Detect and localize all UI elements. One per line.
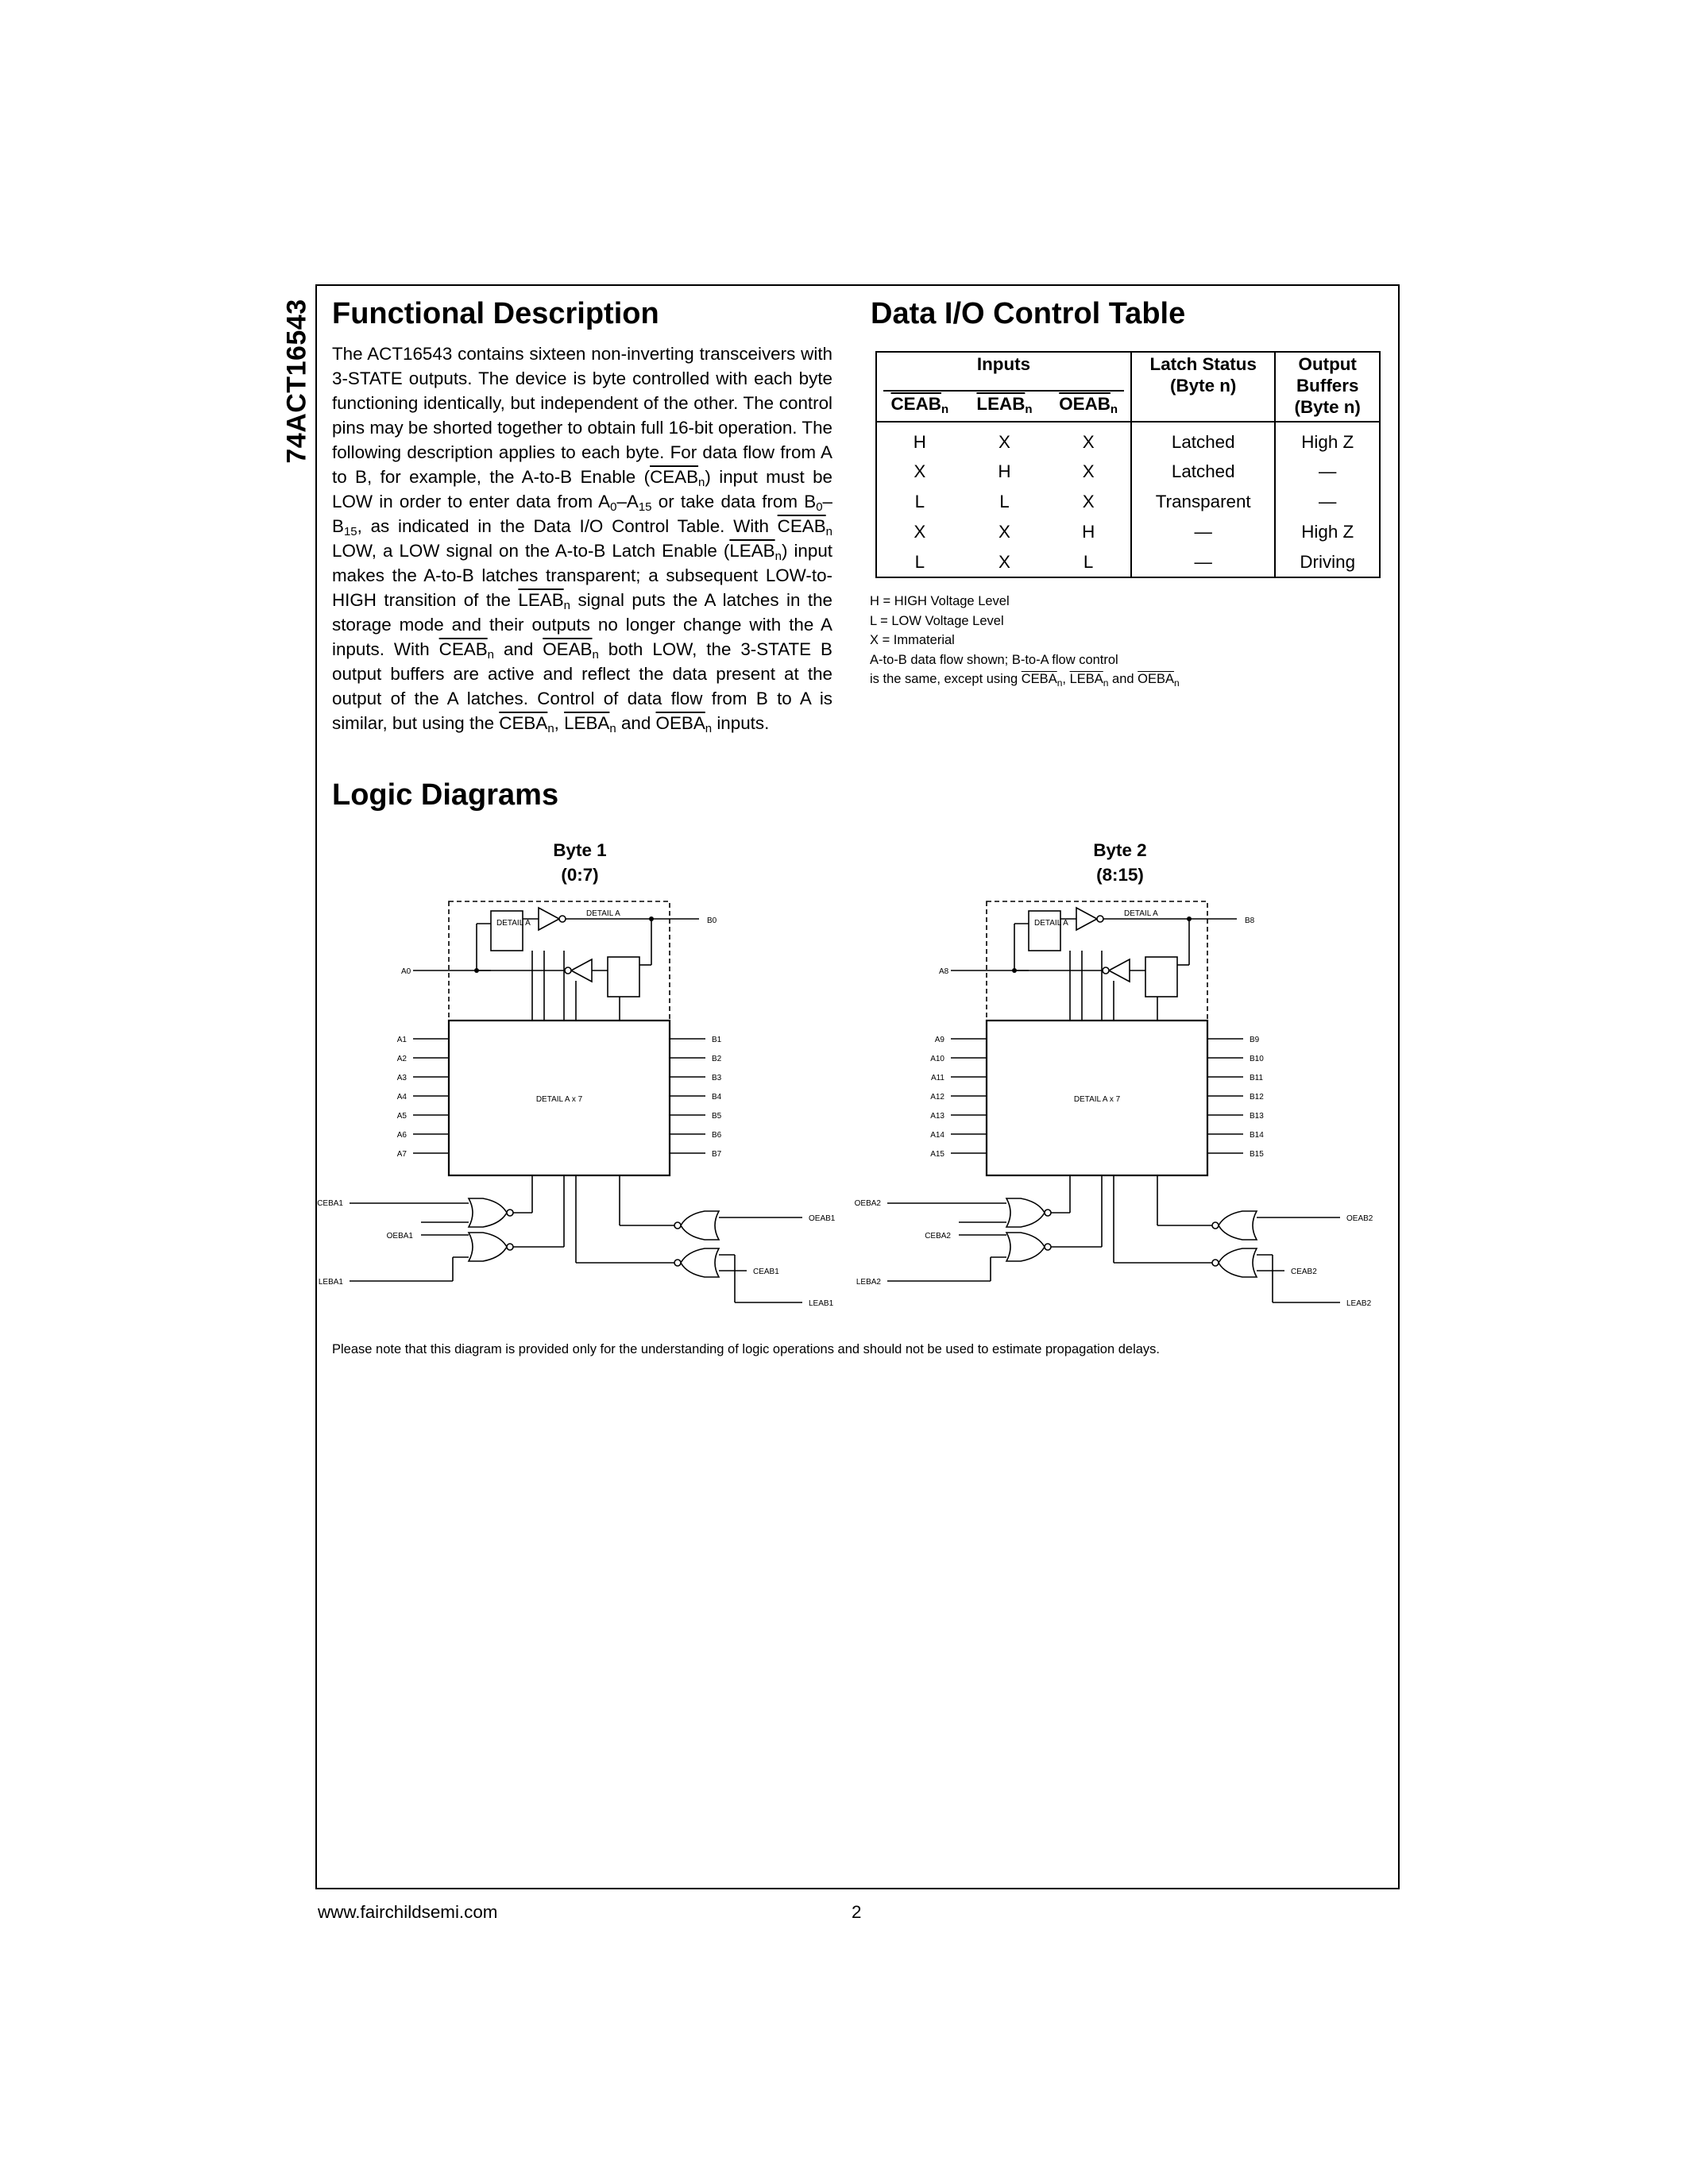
ctrl-right-2: LEAB1 bbox=[809, 1299, 834, 1308]
table-cell: X bbox=[876, 517, 963, 547]
latch-status-header: Latch Status (Byte n) bbox=[1131, 352, 1275, 422]
table-cell: Latched bbox=[1131, 422, 1275, 457]
b-output-label: B15 bbox=[1250, 1150, 1264, 1159]
table-row bbox=[876, 487, 1380, 517]
table-cell: L bbox=[876, 547, 963, 577]
table-row bbox=[876, 517, 1380, 547]
or-gate bbox=[1006, 1233, 1045, 1261]
logic-diagram-byte2 bbox=[854, 893, 1373, 1322]
a-input-label: A2 bbox=[396, 1055, 407, 1063]
table-cell: Driving bbox=[1275, 547, 1380, 577]
table-cell: Latched bbox=[1131, 457, 1275, 487]
table-cell: H bbox=[1046, 517, 1131, 547]
table-row bbox=[876, 457, 1380, 487]
a-input-label: A13 bbox=[930, 1112, 944, 1121]
b-output-label: B11 bbox=[1250, 1074, 1264, 1082]
ctrl-left-1: OEBA1 bbox=[386, 1232, 413, 1241]
a-input-label: A12 bbox=[930, 1093, 944, 1102]
ctrl-right-1: CEAB2 bbox=[1291, 1268, 1317, 1276]
a-input-label: A9 bbox=[934, 1036, 944, 1044]
inversion-bubble bbox=[1097, 916, 1103, 922]
table-cell: H bbox=[876, 422, 963, 457]
or-gate bbox=[469, 1198, 507, 1227]
a-input-label: A11 bbox=[930, 1074, 944, 1082]
detail-a-label: DETAIL A bbox=[586, 909, 620, 918]
a-input-label: A4 bbox=[396, 1093, 407, 1102]
detail-x7-label: DETAIL A x 7 bbox=[535, 1095, 583, 1104]
b-output-label: B12 bbox=[1250, 1093, 1264, 1102]
ctrl-left-0: CEBA1 bbox=[317, 1199, 343, 1208]
functional-description-heading: Functional Description bbox=[332, 297, 659, 330]
a-input-label: A15 bbox=[930, 1150, 944, 1159]
latch-ab-d: DETAIL A bbox=[1034, 919, 1068, 928]
table-cell: L bbox=[999, 492, 1010, 511]
ctrl-left-1: CEBA2 bbox=[925, 1232, 951, 1241]
inversion-bubble bbox=[1103, 967, 1109, 974]
buffer-gate bbox=[539, 908, 559, 930]
table-cell: X bbox=[999, 522, 1010, 542]
ctrl-right-0: OEAB2 bbox=[1346, 1214, 1373, 1223]
inversion-bubble bbox=[565, 967, 571, 974]
or-gate bbox=[681, 1211, 719, 1240]
b-output-label: B2 bbox=[712, 1055, 722, 1063]
or-gate bbox=[681, 1248, 719, 1277]
b-output-label: B5 bbox=[712, 1112, 722, 1121]
leab-col-header: $LEAB_n$ bbox=[963, 376, 1047, 422]
latch-ab bbox=[491, 911, 523, 951]
ceab-col-header: $CEAB_n$ bbox=[876, 376, 963, 422]
page-number: 2 bbox=[852, 1902, 862, 1922]
table-cell: X bbox=[1046, 457, 1131, 487]
footer-url[interactable]: www.fairchildsemi.com bbox=[318, 1902, 498, 1922]
inversion-bubble bbox=[674, 1222, 681, 1229]
inversion-bubble bbox=[1045, 1244, 1051, 1250]
ctrl-left-2: LEBA1 bbox=[318, 1278, 343, 1287]
inputs-group-header: Inputs bbox=[876, 352, 1131, 376]
output-buffers-header: Output Buffers (Byte n) bbox=[1275, 352, 1380, 422]
ctrl-left-2: LEBA2 bbox=[856, 1278, 881, 1287]
b-output-label: B1 bbox=[712, 1036, 722, 1044]
latch-ab-d: DETAIL A bbox=[496, 919, 531, 928]
byte1-label: Byte 1 (0:7) bbox=[553, 840, 607, 885]
inversion-bubble bbox=[1045, 1210, 1051, 1216]
latch-ab bbox=[1029, 911, 1060, 951]
b-output-label: B14 bbox=[1250, 1131, 1264, 1140]
detail-a-label: DETAIL A bbox=[1124, 909, 1158, 918]
latch-ba bbox=[608, 957, 639, 997]
table-cell: L bbox=[1046, 547, 1131, 577]
ctrl-right-2: LEAB2 bbox=[1346, 1299, 1372, 1308]
inversion-bubble bbox=[1212, 1222, 1219, 1229]
a-input-label: A14 bbox=[930, 1131, 944, 1140]
b0-label: B8 bbox=[1245, 916, 1255, 925]
logic-diagrams-heading: Logic Diagrams bbox=[332, 778, 559, 812]
a-input-label: A1 bbox=[396, 1036, 407, 1044]
table-cell: — bbox=[1275, 457, 1380, 487]
table-cell: X bbox=[1046, 422, 1131, 457]
io-table-heading: Data I/O Control Table bbox=[871, 297, 1186, 330]
table-cell: High Z bbox=[1275, 422, 1380, 457]
a0-label: A8 bbox=[939, 967, 949, 976]
table-cell: Transparent bbox=[1131, 487, 1275, 517]
or-gate bbox=[1219, 1248, 1257, 1277]
a0-label: A0 bbox=[401, 967, 411, 976]
a-input-label: A6 bbox=[396, 1131, 407, 1140]
table-cell: X bbox=[999, 431, 1010, 452]
buffer-gate bbox=[571, 959, 592, 982]
table-row bbox=[876, 547, 1380, 577]
io-control-table bbox=[875, 351, 1381, 578]
oeab-col-header: $OEAB_n$ bbox=[1046, 376, 1131, 422]
or-gate bbox=[1219, 1211, 1257, 1240]
table-cell: X bbox=[963, 547, 1047, 577]
b-output-label: B3 bbox=[712, 1074, 722, 1082]
b-output-label: B10 bbox=[1250, 1055, 1264, 1063]
table-cell: — bbox=[1275, 487, 1380, 517]
b-output-label: B4 bbox=[712, 1093, 722, 1102]
inversion-bubble bbox=[674, 1260, 681, 1266]
inversion-bubble bbox=[507, 1244, 513, 1250]
inversion-bubble bbox=[559, 916, 566, 922]
byte2-label: Byte 2 (8:15) bbox=[1093, 840, 1147, 885]
b-output-label: B9 bbox=[1250, 1036, 1260, 1044]
table-cell: H bbox=[998, 461, 1011, 481]
or-gate bbox=[1006, 1198, 1045, 1227]
table-cell: L bbox=[876, 487, 963, 517]
table-cell: High Z bbox=[1275, 517, 1380, 547]
ctrl-left-0: OEBA2 bbox=[854, 1199, 881, 1208]
or-gate bbox=[469, 1233, 507, 1261]
a-input-label: A3 bbox=[396, 1074, 407, 1082]
table-cell: X bbox=[1046, 487, 1131, 517]
detail-x7-label: DETAIL A x 7 bbox=[1073, 1095, 1121, 1104]
table-row bbox=[876, 422, 1380, 457]
table-cell: — bbox=[1131, 517, 1275, 547]
ctrl-right-1: CEAB1 bbox=[753, 1268, 779, 1276]
a-input-label: A7 bbox=[396, 1150, 407, 1159]
buffer-gate bbox=[1109, 959, 1130, 982]
logic-diagram-byte1 bbox=[317, 893, 836, 1322]
a-input-label: A5 bbox=[396, 1112, 407, 1121]
inversion-bubble bbox=[507, 1210, 513, 1216]
b-output-label: B6 bbox=[712, 1131, 722, 1140]
b-output-label: B13 bbox=[1250, 1112, 1264, 1121]
ctrl-right-0: OEAB1 bbox=[809, 1214, 836, 1223]
inversion-bubble bbox=[1212, 1260, 1219, 1266]
functional-description-text: The ACT16543 contains sixteen non-inverting transceivers with 3-STATE outputs. The device is byte controlled with each byte functioning identically, but independent of the other. The control pins may be shorted together to obtain full 16-bit operation. The following description applies to each byte. For data flow from A to B, for example, the A-to-B Enable $(CEAB_n)$ input must be LOW in order to enter data from $A_0-A_{15}$ or take data from $B_0-B_{15}$, as indicated in the Data I/O Control Table. With $CEAB_n$ LOW, a LOW signal on the A-to-B Latch Enable $(LEAB_n)$ input makes the A-to-B latches transparent; a subsequent LOW-to-HIGH transition of the $LEAB_n$ signal puts the A latches in the storage mode and their outputs no longer change with the A inputs. With $CEAB_n$ and $OEAB_n$ both LOW, the 3-STATE B output buffers are active and reflect the data present at the output of the A latches. Control of data flow from B to A is similar, but using the $CEBA_n$, $LEBA_n$ and $OEBA_n$ inputs. bbox=[332, 344, 833, 735]
io-table-notes: H = HIGH Voltage Level L = LOW Voltage Level X = Immaterial A-to-B data flow shown; B-to-A flow control is the same, except using $CEBA_n$, $LEBA_n$ and $OEBA_n$ bbox=[870, 594, 1180, 689]
b0-label: B0 bbox=[707, 916, 717, 925]
latch-ba bbox=[1145, 957, 1177, 997]
table-cell: — bbox=[1131, 547, 1275, 577]
side-title: 74ACT16543 bbox=[281, 299, 312, 464]
table-cell: X bbox=[876, 457, 963, 487]
b-output-label: B7 bbox=[712, 1150, 722, 1159]
logic-note: Please note that this diagram is provided only for the understanding of logic operations and should not be used to estimate propagation delays. bbox=[332, 1342, 1161, 1356]
a-input-label: A10 bbox=[930, 1055, 944, 1063]
buffer-gate bbox=[1076, 908, 1097, 930]
